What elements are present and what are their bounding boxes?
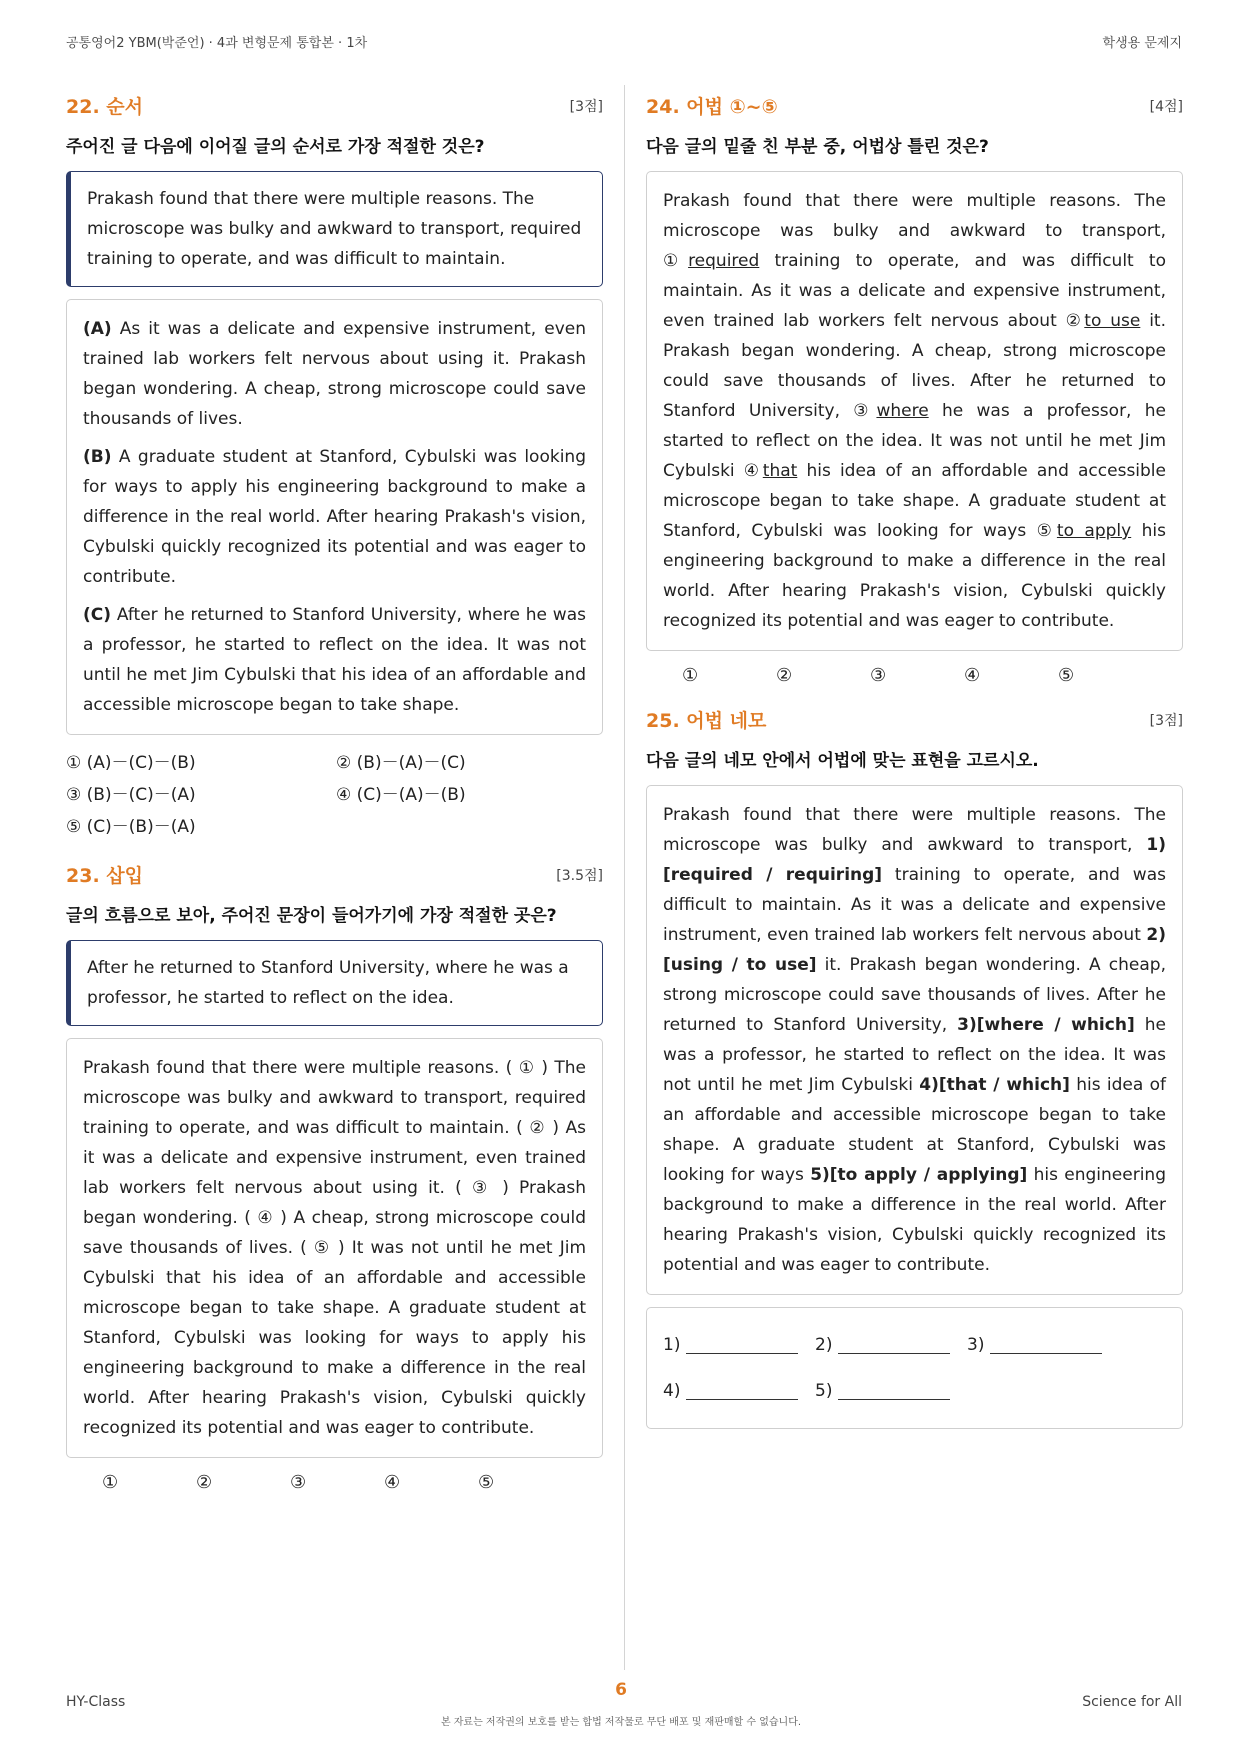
underlined-phrase: to use (1084, 311, 1141, 331)
underlined-phrase: to apply (1056, 521, 1132, 541)
blank-line[interactable] (838, 1382, 950, 1400)
left-column (66, 92, 603, 1513)
blank-line[interactable] (686, 1382, 798, 1400)
blank-label: 1) (663, 1335, 681, 1355)
footer-slogan: Science for All (1082, 1694, 1182, 1710)
grammar-choice: 1)[required / requiring] (663, 835, 1166, 885)
choice-2[interactable]: ② (776, 665, 793, 686)
header-course-title: 공통영어2 YBM(박준언) · 4과 변형문제 통합본 · 1차 (66, 36, 368, 51)
option-3[interactable]: ③ (B)－(C)－(A) (66, 785, 196, 805)
choice-1[interactable]: ① (102, 1472, 119, 1493)
question-25 (646, 706, 1183, 1429)
answer-blank-3[interactable] (967, 1335, 1119, 1355)
underline-marker: ④ (743, 461, 763, 481)
question-title: 22. 순서 (66, 96, 143, 118)
question-header (646, 706, 1183, 734)
choice-5[interactable]: ⑤ (1058, 665, 1075, 686)
paragraph-label: (A) (83, 319, 112, 339)
question-header (66, 861, 603, 889)
paragraph-c (83, 600, 586, 720)
passage-text: Prakash found that there were multiple reasons. The microscope was bulky and awkward to transport, (663, 191, 1166, 241)
passage-box: Prakash found that there were multiple reasons. ( ① ) The microscope was bulky and awkward to transport, required training to operate, and was difficult to maintain. ( ② ) As it was a delicate and expensive instrument, even trained lab workers felt nervous about using it. ( ③ ) Prakash began wondering. ( ④ ) A cheap, strong microscope could save thousands of lives. ( ⑤ ) It was not until he met Jim Cybulski that his idea of an affordable and accessible microscope began to take shape. A graduate student at Stanford, Cybulski was looking for ways to apply his engineering background to make a difference in the real world. After hearing Prakash's vision, Cybulski quickly recognized its potential and was eager to contribute. (66, 1038, 603, 1458)
grammar-choice: 3)[where / which] (957, 1015, 1135, 1035)
page-header (66, 28, 1182, 52)
choice-3[interactable]: ③ (870, 665, 887, 686)
answer-blanks-box (646, 1307, 1183, 1429)
question-points: [4점] (1149, 99, 1183, 115)
right-column (646, 92, 1183, 1429)
question-points: [3점] (1149, 713, 1183, 729)
header-sheet-type: 학생용 문제지 (1102, 36, 1182, 51)
question-prompt: 주어진 글 다음에 이어질 글의 순서로 가장 적절한 것은? (66, 137, 485, 157)
choice-1[interactable]: ① (682, 665, 699, 686)
answer-blank-5[interactable] (815, 1381, 967, 1401)
grammar-choice: 4)[that / which] (919, 1075, 1070, 1095)
given-text-box: Prakash found that there were multiple reasons. The microscope was bulky and awkward to transport, required training to operate, and was difficult to maintain. (66, 171, 603, 287)
passage-text: his idea of an affordable and accessible microscope began to take shape. A graduate student at Stanford, Cybulski was looking for ways (663, 1075, 1166, 1185)
answer-options (66, 747, 603, 843)
blank-label: 5) (815, 1381, 833, 1401)
underline-marker: ③ (853, 401, 877, 421)
passage-text: training to operate, and was difficult to maintain. As it was a delicate and expensive instrument, even trained lab workers felt nervous about (663, 865, 1166, 945)
question-title: 24. 어법 ①~⑤ (646, 96, 778, 118)
paragraph-label: (C) (83, 605, 112, 625)
blank-line[interactable] (990, 1336, 1102, 1354)
option-5[interactable]: ⑤ (C)－(B)－(A) (66, 817, 196, 837)
question-prompt: 다음 글의 네모 안에서 어법에 맞는 표현을 고르시오. (646, 751, 1039, 771)
answer-row (663, 1368, 1166, 1414)
blank-line[interactable] (686, 1336, 798, 1354)
choice-5[interactable]: ⑤ (478, 1472, 495, 1493)
question-title: 25. 어법 네모 (646, 710, 767, 732)
underline-marker: ⑤ (1036, 521, 1057, 541)
question-23 (66, 861, 603, 1493)
choice-4[interactable]: ④ (964, 665, 981, 686)
grammar-choice: 2)[using / to use] (663, 925, 1166, 975)
passage-text: it. Prakash began wondering. A cheap, strong microscope could save thousands of lives. After he returned to Stanford University, (663, 311, 1166, 421)
paragraph-text: A graduate student at Stanford, Cybulski was looking for ways to apply his engineering background to make a difference in the real world. After hearing Prakash's vision, Cybulski quickly recognized its potential and was eager to contribute. (83, 447, 586, 587)
passage-text: it. Prakash began wondering. A cheap, strong microscope could save thousands of lives. After he returned to Stanford University, (663, 955, 1166, 1035)
blank-line[interactable] (838, 1336, 950, 1354)
answer-choices (66, 1472, 603, 1493)
choice-2[interactable]: ② (196, 1472, 213, 1493)
copyright-notice: 본 자료는 저작권의 보호를 받는 합법 저작물로 무단 배포 및 재판매할 수 없습니다. (440, 1717, 802, 1728)
question-22 (66, 92, 603, 843)
paragraph-b (83, 442, 586, 592)
passage-text: his idea of an affordable and accessible microscope began to take shape. A graduate student at Stanford, Cybulski was looking for ways (663, 461, 1166, 541)
underlined-phrase: where (876, 401, 929, 421)
passage-box (646, 171, 1183, 651)
paragraph-a (83, 314, 586, 434)
blank-label: 4) (663, 1381, 681, 1401)
passage-text: his engineering background to make a difference in the real world. After hearing Prakash's vision, Cybulski quickly recognized its potential and was eager to contribute. (663, 1165, 1167, 1275)
option-2[interactable]: ② (B)－(A)－(C) (336, 753, 466, 773)
paragraph-text: After he returned to Stanford University, where he was a professor, he started to reflect on the idea. It was not until he met Jim Cybulski that his idea of an affordable and accessible microscope began to take shape. (83, 605, 586, 715)
option-1[interactable]: ① (A)－(C)－(B) (66, 753, 196, 773)
footer-brand: HY-Class (66, 1694, 126, 1710)
passage-text: he was a professor, he started to reflect on the idea. It was not until he met Jim Cybulski (663, 401, 1166, 481)
question-header (66, 92, 603, 120)
underline-marker: ① (663, 251, 689, 271)
answer-row (663, 1322, 1166, 1368)
passage-text: he was a professor, he started to reflect on the idea. It was not until he met Jim Cybulski (663, 1015, 1167, 1095)
question-24 (646, 92, 1183, 686)
paragraph-label: (B) (83, 447, 112, 467)
passage-text: Prakash found that there were multiple reasons. The microscope was bulky and awkward to transport, (663, 805, 1166, 855)
blank-label: 2) (815, 1335, 833, 1355)
question-title: 23. 삽입 (66, 865, 143, 887)
passage-text: his engineering background to make a difference in the real world. After hearing Prakash's vision, Cybulski quickly recognized its potential and was eager to contribute. (663, 521, 1166, 631)
given-sentence-box: After he returned to Stanford University, where he was a professor, he started to reflect on the idea. (66, 940, 603, 1026)
answer-blank-4[interactable] (663, 1381, 815, 1401)
answer-choices (646, 665, 1183, 686)
question-header (646, 92, 1183, 120)
passage-box (66, 299, 603, 735)
blank-label: 3) (967, 1335, 985, 1355)
column-divider (624, 85, 625, 1670)
answer-blank-2[interactable] (815, 1335, 967, 1355)
grammar-choice: 5)[to apply / applying] (810, 1165, 1028, 1185)
underline-marker: ② (1065, 311, 1085, 331)
option-4[interactable]: ④ (C)－(A)－(B) (336, 785, 466, 805)
question-prompt: 글의 흐름으로 보아, 주어진 문장이 들어가기에 가장 적절한 곳은? (66, 906, 557, 926)
choice-4[interactable]: ④ (384, 1472, 401, 1493)
question-points: [3.5점] (556, 868, 603, 884)
question-points: [3점] (569, 99, 603, 115)
paragraph-text: As it was a delicate and expensive instrument, even trained lab workers felt nervous about using it. Prakash began wondering. A cheap, strong microscope could save thousands of lives. (83, 319, 586, 429)
underlined-phrase: required (688, 251, 760, 271)
choice-3[interactable]: ③ (290, 1472, 307, 1493)
page-number: 6 (615, 1680, 627, 1700)
underlined-phrase: that (762, 461, 798, 481)
question-prompt: 다음 글의 밑줄 친 부분 중, 어법상 틀린 것은? (646, 137, 989, 157)
answer-blank-1[interactable] (663, 1335, 815, 1355)
passage-text: training to operate, and was difficult to maintain. As it was a delicate and expensive instrument, even trained lab workers felt nervous about (663, 251, 1166, 331)
passage-box (646, 785, 1183, 1295)
